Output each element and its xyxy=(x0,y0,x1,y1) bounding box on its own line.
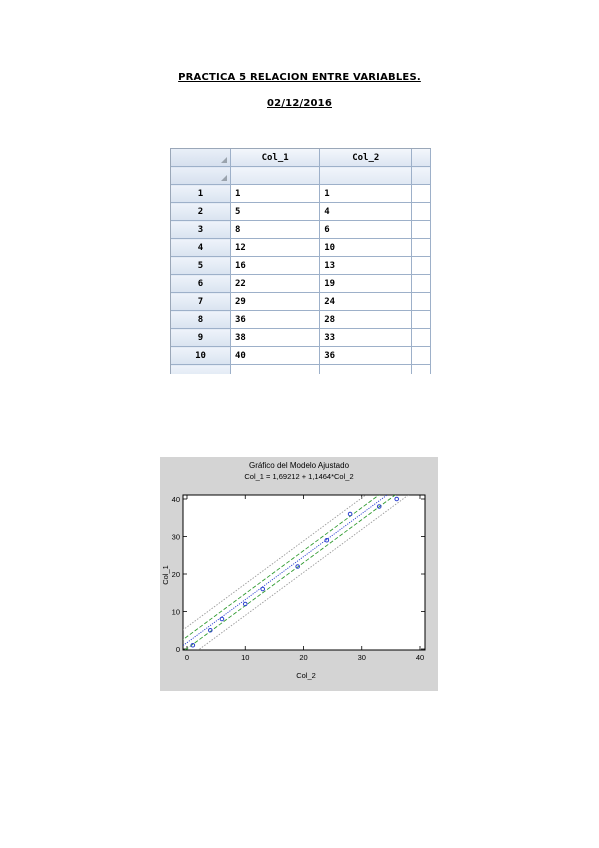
table-row xyxy=(171,311,431,329)
row-header[interactable]: 7 xyxy=(171,293,230,311)
cell-empty[interactable] xyxy=(230,365,319,375)
row-header[interactable]: 10 xyxy=(171,347,230,365)
cell-empty[interactable] xyxy=(412,293,431,311)
cell-col-1[interactable]: 36 xyxy=(230,311,319,329)
cell-col-2[interactable]: 10 xyxy=(320,239,412,257)
column-header-empty[interactable] xyxy=(412,149,431,167)
row-header[interactable]: 4 xyxy=(171,239,230,257)
cell-empty[interactable] xyxy=(412,257,431,275)
document-date: 02/12/2016 xyxy=(267,98,332,109)
y-tick-label: 10 xyxy=(171,607,180,617)
x-tick-label: 40 xyxy=(415,653,425,662)
cell-empty[interactable] xyxy=(412,275,431,293)
data-spreadsheet xyxy=(170,148,431,374)
table-row xyxy=(171,365,431,375)
cell-col-1[interactable]: 22 xyxy=(230,275,319,293)
x-tick-label: 10 xyxy=(241,653,250,662)
cell-col-1[interactable]: 16 xyxy=(230,257,319,275)
row-header[interactable]: 1 xyxy=(171,185,230,203)
chart-subtitle: Col_1 = 1,69212 + 1,1464*Col_2 xyxy=(244,472,354,481)
y-axis-label: Col_1 xyxy=(161,565,170,585)
sub-header-cell xyxy=(230,167,319,185)
row-header[interactable] xyxy=(171,365,230,375)
sub-header-cell xyxy=(412,167,431,185)
cell-col-2[interactable]: 13 xyxy=(320,257,412,275)
x-tick-label: 30 xyxy=(357,653,366,662)
fitted-model-chart xyxy=(160,457,438,691)
table-row xyxy=(171,347,431,365)
cell-col-1[interactable]: 29 xyxy=(230,293,319,311)
row-header[interactable]: 5 xyxy=(171,257,230,275)
cell-empty[interactable] xyxy=(320,365,412,375)
table-row xyxy=(171,257,431,275)
cell-col-2[interactable]: 6 xyxy=(320,221,412,239)
column-header-col-1[interactable]: Col_1 xyxy=(230,149,319,167)
cell-empty[interactable] xyxy=(412,185,431,203)
chart-title: Gráfico del Modelo Ajustado xyxy=(248,461,350,470)
cell-col-2[interactable]: 4 xyxy=(320,203,412,221)
x-tick-label: 20 xyxy=(299,653,308,662)
row-header[interactable]: 2 xyxy=(171,203,230,221)
cell-col-2[interactable]: 33 xyxy=(320,329,412,347)
cell-col-1[interactable]: 38 xyxy=(230,329,319,347)
sub-header-cell xyxy=(320,167,412,185)
cell-col-2[interactable]: 28 xyxy=(320,311,412,329)
column-header-col-2[interactable]: Col_2 xyxy=(320,149,412,167)
x-axis-label: Col_2 xyxy=(296,671,316,680)
cell-col-1[interactable]: 40 xyxy=(230,347,319,365)
table-row xyxy=(171,329,431,347)
table-row xyxy=(171,275,431,293)
table-row xyxy=(171,203,431,221)
cell-empty[interactable] xyxy=(412,347,431,365)
document-title: PRACTICA 5 RELACION ENTRE VARIABLES. xyxy=(178,72,421,83)
y-tick-label: 0 xyxy=(175,645,180,654)
cell-col-2[interactable]: 1 xyxy=(320,185,412,203)
cell-col-1[interactable]: 8 xyxy=(230,221,319,239)
cell-col-1[interactable]: 5 xyxy=(230,203,319,221)
y-tick-label: 30 xyxy=(171,532,180,542)
cell-col-2[interactable]: 19 xyxy=(320,275,412,293)
cell-empty[interactable] xyxy=(412,203,431,221)
cell-empty[interactable] xyxy=(412,365,431,375)
corner-cell[interactable] xyxy=(171,149,230,167)
table-row xyxy=(171,221,431,239)
row-header[interactable]: 8 xyxy=(171,311,230,329)
sub-header-corner[interactable] xyxy=(171,167,230,185)
cell-empty[interactable] xyxy=(412,239,431,257)
table-row xyxy=(171,239,431,257)
table-row xyxy=(171,293,431,311)
cell-col-1[interactable]: 1 xyxy=(230,185,319,203)
y-tick-label: 40 xyxy=(171,495,180,504)
row-header[interactable]: 6 xyxy=(171,275,230,293)
cell-empty[interactable] xyxy=(412,221,431,239)
x-tick-label: 0 xyxy=(184,653,190,662)
y-tick-label: 20 xyxy=(171,570,180,579)
cell-col-2[interactable]: 36 xyxy=(320,347,412,365)
table-row xyxy=(171,185,431,203)
cell-col-1[interactable]: 12 xyxy=(230,239,319,257)
row-header[interactable]: 9 xyxy=(171,329,230,347)
cell-col-2[interactable]: 24 xyxy=(320,293,412,311)
cell-empty[interactable] xyxy=(412,329,431,347)
row-header[interactable]: 3 xyxy=(171,221,230,239)
cell-empty[interactable] xyxy=(412,311,431,329)
